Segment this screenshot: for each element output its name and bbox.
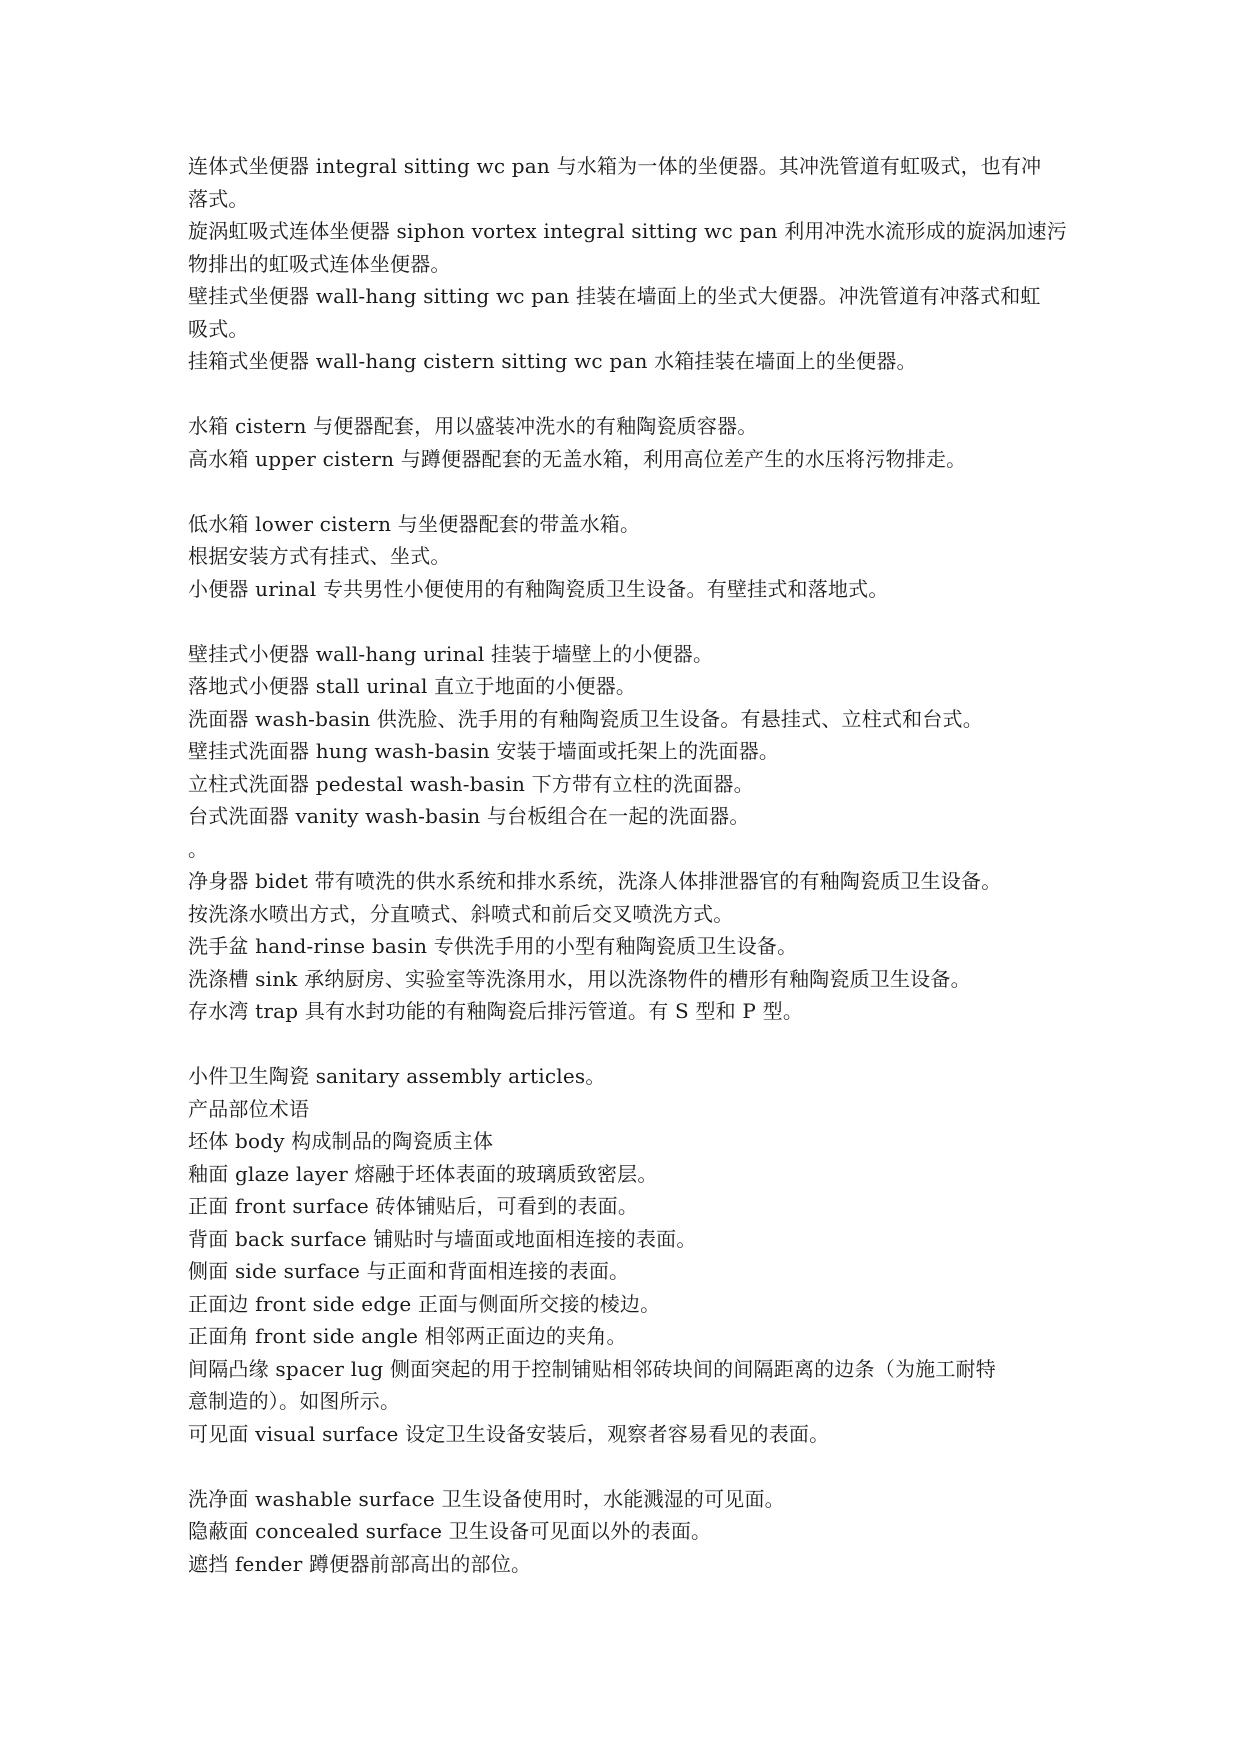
blank-line [188,605,1068,638]
text-line: 侧面 side surface 与正面和背面相连接的表面。 [188,1259,630,1283]
text-line: 洗涤槽 sink 承纳厨房、实验室等洗涤用水，用以洗涤物件的槽形有釉陶瓷质卫生设备。 [188,966,971,991]
text-line: 立柱式洗面器 pedestal wash-basin 下方带有立柱的洗面器。 [188,771,754,796]
text-line: 壁挂式小便器 wall-hang urinal 挂装于墙壁上的小便器。 [188,641,714,666]
text-line: 净身器 bidet 带有喷洗的供水系统和排水系统，洗涤人体排泄器官的有釉陶瓷质卫生设备。 [188,869,1002,893]
text-line: 壁挂式坐便器 wall-hang sitting wc pan 挂装在墙面上的坐式大便器。冲洗管道有冲落式和虹 [188,284,1041,308]
text-line: 连体式坐便器 integral sitting wc pan 与水箱为一体的坐便器。其冲洗管道有虹吸式，也有冲 [188,154,1042,178]
text-line: 产品部位术语 [188,1096,310,1121]
text-line: 台式洗面器 vanity wash-basin 与台板组合在一起的洗面器。 [188,804,750,828]
text-line: 遮挡 fender 蹲便器前部高出的部位。 [188,1551,532,1576]
text-line: 按洗涤水喷出方式，分直喷式、斜喷式和前后交叉喷洗方式。 [188,901,734,926]
text-line: 背面 back surface 铺贴时与墙面或地面相连接的表面。 [188,1226,697,1251]
text-line: 壁挂式洗面器 hung wash-basin 安装于墙面或托架上的洗面器。 [188,739,780,763]
text-line: 小便器 urinal 专共男性小便使用的有釉陶瓷质卫生设备。有壁挂式和落地式。 [188,576,889,601]
text-line: 釉面 glaze layer 熔融于坯体表面的玻璃质致密层。 [188,1161,658,1186]
text-line: 坯体 body 构成制品的陶瓷质主体 [188,1129,494,1153]
text-line: 旋涡虹吸式连体坐便器 siphon vortex integral sitting wc pan 利用冲洗水流形成的旋涡加速污 [188,219,1067,243]
text-line: 根据安装方式有挂式、坐式。 [188,544,451,568]
text-line: 小件卫生陶瓷 sanitary assembly articles。 [188,1064,606,1088]
text-line: 存水湾 trap 具有水封功能的有釉陶瓷后排污管道。有 S 型和 P 型。 [188,999,804,1023]
text-line: 吸式。 [188,316,249,341]
text-line: 物排出的虹吸式连体坐便器。 [188,251,451,276]
text-line: 间隔凸缘 spacer lug 侧面突起的用于控制铺贴相邻砖块间的间隔距离的边条（为施工耐特 [188,1356,996,1381]
text-line: 落式。 [188,186,249,211]
text-line: 高水箱 upper cistern 与蹲便器配套的无盖水箱，利用高位差产生的水压将污物排走。 [188,446,967,471]
text-line: 意制造的）。如图所示。 [188,1389,401,1413]
text-line: 落地式小便器 stall urinal 直立于地面的小便器。 [188,674,637,698]
text-line: 洗手盆 hand-rinse basin 专供洗手用的小型有釉陶瓷质卫生设备。 [188,934,798,958]
text-line: 。 [188,836,209,861]
text-line: 正面角 front side angle 相邻两正面边的夹角。 [188,1324,627,1348]
text-line: 洗净面 washable surface 卫生设备使用时，水能溅湿的可见面。 [188,1486,785,1511]
text-line: 水箱 cistern 与便器配套，用以盛装冲洗水的有釉陶瓷质容器。 [188,414,758,438]
text-line: 低水箱 lower cistern 与坐便器配套的带盖水箱。 [188,511,641,536]
document-body [188,150,1068,1580]
blank-line [188,475,1068,508]
text-line: 洗面器 wash-basin 供洗脸、洗手用的有釉陶瓷质卫生设备。有悬挂式、立柱式和台式。 [188,706,983,731]
text-line: 正面 front surface 砖体铺贴后，可看到的表面。 [188,1194,639,1218]
blank-line [188,1028,1068,1061]
text-line: 挂箱式坐便器 wall-hang cistern sitting wc pan 水箱挂装在墙面上的坐便器。 [188,349,917,373]
text-line: 隐蔽面 concealed surface 卫生设备可见面以外的表面。 [188,1519,712,1543]
text-line: 正面边 front side edge 正面与侧面所交接的棱边。 [188,1291,661,1316]
blank-line [188,378,1068,411]
blank-line [188,1450,1068,1483]
text-line: 可见面 visual surface 设定卫生设备安装后，观察者容易看见的表面。 [188,1421,830,1446]
